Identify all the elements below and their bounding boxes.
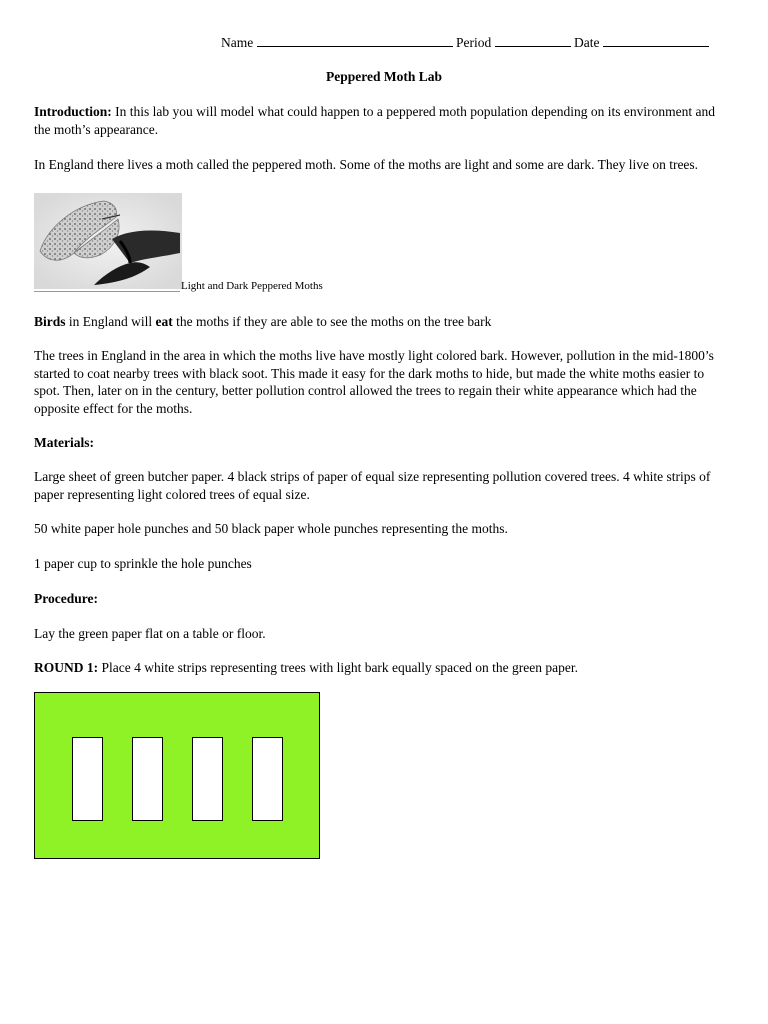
green-paper-diagram [34,692,320,859]
name-blank [257,34,453,47]
birds-sentence [34,313,734,331]
image-caption: Light and Dark Peppered Moths [181,280,323,292]
date-label: Date [573,35,600,50]
period-blank [495,34,571,47]
materials-heading [34,434,734,452]
eat-bold: eat [155,314,173,329]
page-title: Peppered Moth Lab [325,69,442,84]
round-1-label: ROUND 1: [34,660,99,675]
materials-heading-text: Materials: [34,435,94,450]
procedure-heading [34,590,734,608]
date-blank [603,34,709,47]
peppered-moth-image [34,193,182,289]
birds-mid: in England will [65,314,156,329]
procedure-step-1: Lay the green paper flat on a table or floor. [34,626,266,641]
image-baseline-rule [34,291,180,292]
round-1-instruction [34,659,734,677]
introduction-label: Introduction: [34,104,112,119]
student-info-header [221,34,709,52]
materials-item-punches: 50 white paper hole punches and 50 black paper whole punches representing the moths. [34,521,508,536]
name-label: Name [221,35,254,50]
white-tree-strip [192,737,223,821]
white-tree-strip [72,737,103,821]
birds-end: the moths if they are able to see the moths on the tree bark [172,314,492,329]
materials-item-paper: Large sheet of green butcher paper. 4 black strips of paper of equal size representing pollution covered trees. 4 white strips of paper representing light colored trees of equal size. [34,469,711,502]
moths-illustration [34,193,182,289]
introduction-paragraph [34,103,724,138]
introduction-text: In this lab you will model what could happen to a peppered moth population depending on its environment and the moth’s appearance. [34,104,716,137]
period-label: Period [455,35,492,50]
round-1-text: Place 4 white strips representing trees with light bark equally spaced on the green paper. [98,660,578,675]
white-tree-strip [252,737,283,821]
england-paragraph: In England there lives a moth called the peppered moth. Some of the moths are light and some are dark. They live on trees. [34,157,699,172]
procedure-heading-text: Procedure: [34,591,98,606]
trees-paragraph: The trees in England in the area in which the moths live have mostly light colored bark. However, pollution in the mid-1800’s started to coat nearby trees with black soot. This made it easy for the dark moths to hide, but made the white moths easier to spot. Then, later on in the century, better pollution control allowed the trees to regain their white appearance which had the opposite effect for the moths. [34,348,714,416]
materials-item-cup: 1 paper cup to sprinkle the hole punches [34,556,252,571]
white-tree-strip [132,737,163,821]
birds-bold: Birds [34,314,66,329]
